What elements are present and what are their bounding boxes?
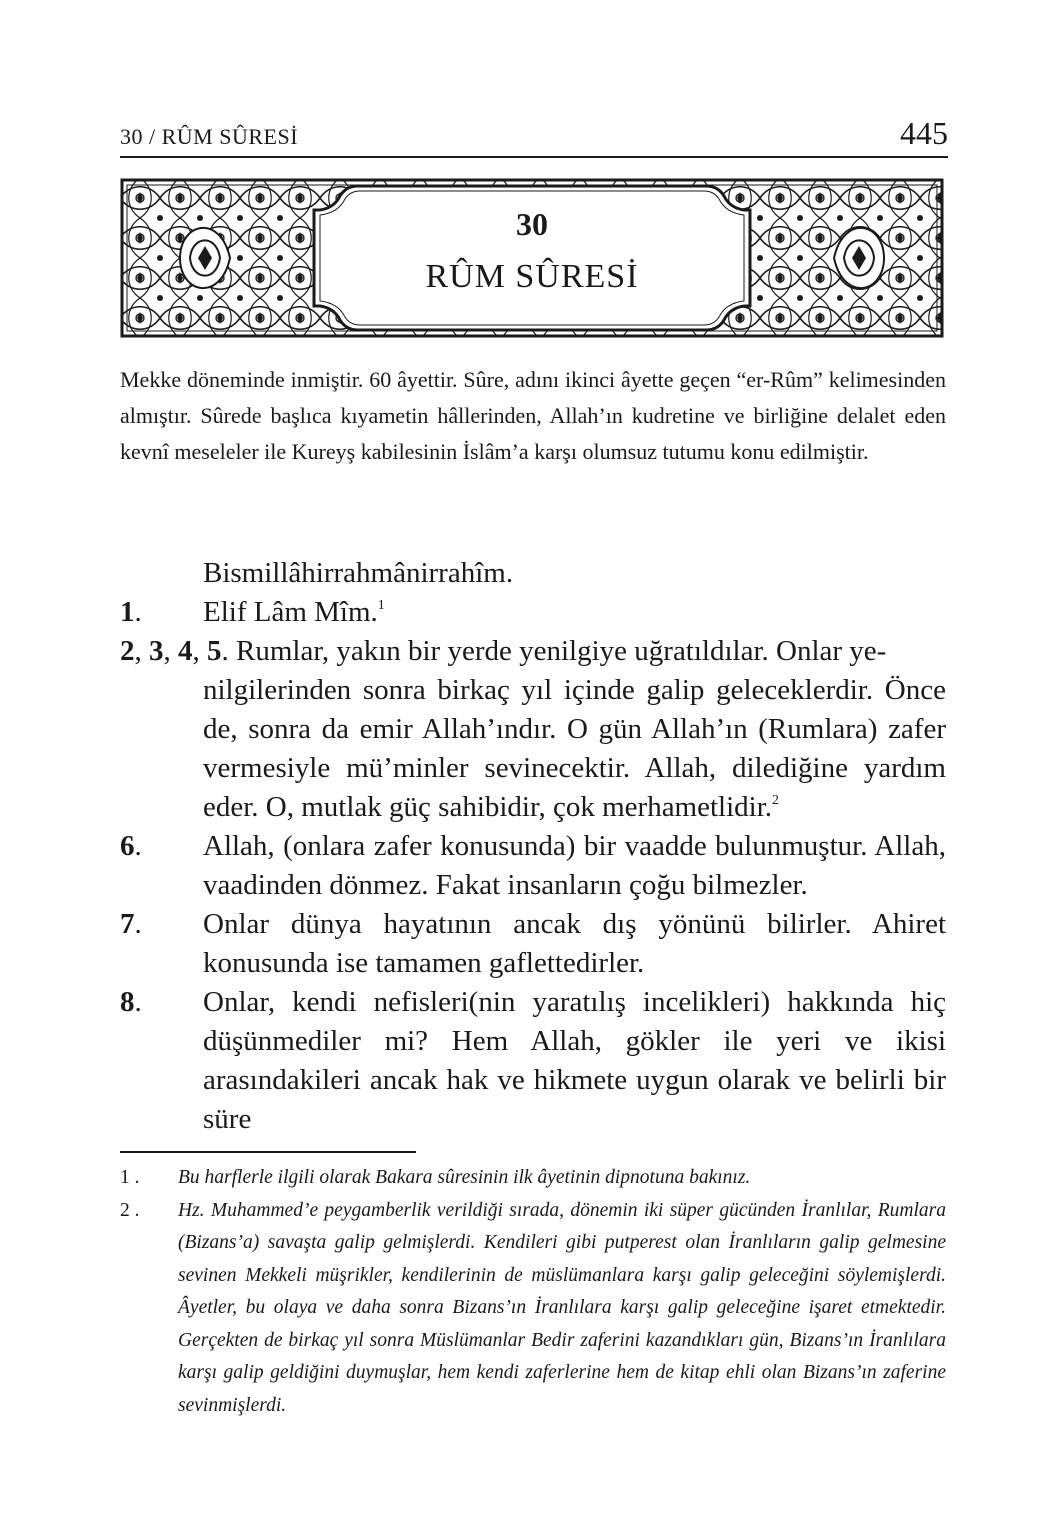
verse-number: 7. <box>120 908 142 940</box>
page-number: 445 <box>900 115 948 151</box>
footnote-rule <box>120 1151 416 1153</box>
verse-text-continued: nilgilerinden sonra birkaç yıl içinde galip geleceklerdir. Önce de, sonra da emir Allah’ındır. O gün Allah’ın (Rumlara) zafer vermesiyle mü’minler sevinecektir. Allah, dilediğine yardım eder. O, mutlak güç sahibidir, çok merhametlidir. <box>203 674 946 823</box>
footnote-ref[interactable]: 1 <box>377 598 385 613</box>
surah-number: 30 <box>516 206 548 242</box>
verse-7 <box>120 905 946 983</box>
footnote-number: 1 . <box>120 1167 140 1188</box>
basmala: Bismillâhirrahmânirrahîm. <box>203 557 514 589</box>
footnote-1 <box>120 1162 946 1195</box>
verse-text: Elif Lâm Mîm. <box>203 596 378 628</box>
verse-number: 1. <box>120 596 142 628</box>
verse-text: Allah, (onlara zafer konusunda) bir vaadde bulunmuştur. Allah, vaadinden dönmez. Fakat insanların çoğu bilmezler. <box>203 830 946 901</box>
footnote-text: Bu harflerle ilgili olarak Bakara sûresinin ilk âyetinin dipnotuna bakınız. <box>178 1167 751 1188</box>
verse-number: 6. <box>120 830 142 862</box>
verse-text: Onlar dünya hayatının ancak dış yönünü bilirler. Ahiret konusunda ise tamamen gaflettedirler. <box>203 908 946 979</box>
verse-8 <box>120 983 946 1139</box>
verse-text: Rumlar, yakın bir yerde yenilgiye uğratıldılar. Onlar ye- <box>236 635 887 667</box>
surah-introduction: Mekke döneminde inmiştir. 60 âyettir. Sûre, adını ikinci âyette geçen “er-Rûm” kelimesinden almıştır. Sûrede başlıca kıyametin hâllerinden, Allah’ın kudretine ve birliğine delalet eden kevnî meseleler ile Kureyş kabilesinin İslâm’a karşı olumsuz tutumu konu edilmiştir. <box>120 367 946 464</box>
surah-title: RÛM SÛRESİ <box>425 258 639 295</box>
verse-1 <box>120 593 946 632</box>
verse-2-5: 2, 3, 4, 5. Rumlar, yakın bir yerde yenilgiye uğratıldılar. Onlar ye- nilgilerinden sonra birkaç yıl içinde galip geleceklerdir. Önce de, sonra da emir Allah’ındır. O gün Allah’ın (Rumlara) zafer vermesiyle mü’minler sevinecektir. Allah, dilediğine yardım eder. O, mutlak güç sahibidir, çok merhametlidir.$^2$ <box>120 635 946 823</box>
verse-6 <box>120 827 946 905</box>
surah-banner <box>120 178 944 338</box>
header-rule <box>120 156 948 158</box>
footnote-text: Hz. Muhammed’e peygamberlik verildiği sırada, dönemin iki süper gücünden İranlılar, Rumlara (Bizans’a) savaşta galip gelmişlerdi. Kendileri gibi putperest olan İranlıların galip gelmesine sevinen Mekkeli müşrikler, kendilerinin de müslümanlara karşı galip geleceğini söylemişlerdi. Âyetler, bu olaya ve daha sonra Bizans’ın İranlılara karşı galip geleceğine işaret etmektedir. Gerçekten de birkaç yıl sonra Müslümanlar Bedir zaferini kazandıkları gün, Bizans’ın İranlılara karşı galip geldiğini duymuşlar, hem kendi zaferlerine hem de kitap ehli olan Bizans’ın zaferine sevinmişlerdi. <box>178 1199 946 1416</box>
footnote-ref[interactable]: 2 <box>772 793 780 808</box>
footnotes <box>120 1162 946 1422</box>
footnote-2 <box>120 1195 946 1423</box>
verse-number: 2 <box>120 635 135 667</box>
running-title: 30 / RÛM SÛRESİ <box>120 124 299 149</box>
footnote-number: 2 . <box>120 1199 140 1221</box>
verse-list <box>120 554 946 1139</box>
verse-text: Onlar, kendi nefisleri(nin yaratılış incelikleri) hakkında hiç düşünmediler mi? Hem Allah, gökler ile yeri ve ikisi arasındakileri ancak hak ve hikmete uygun olarak ve belirli bir süre <box>203 986 946 1135</box>
verse-number: 8. <box>120 986 142 1018</box>
running-head <box>120 115 948 156</box>
